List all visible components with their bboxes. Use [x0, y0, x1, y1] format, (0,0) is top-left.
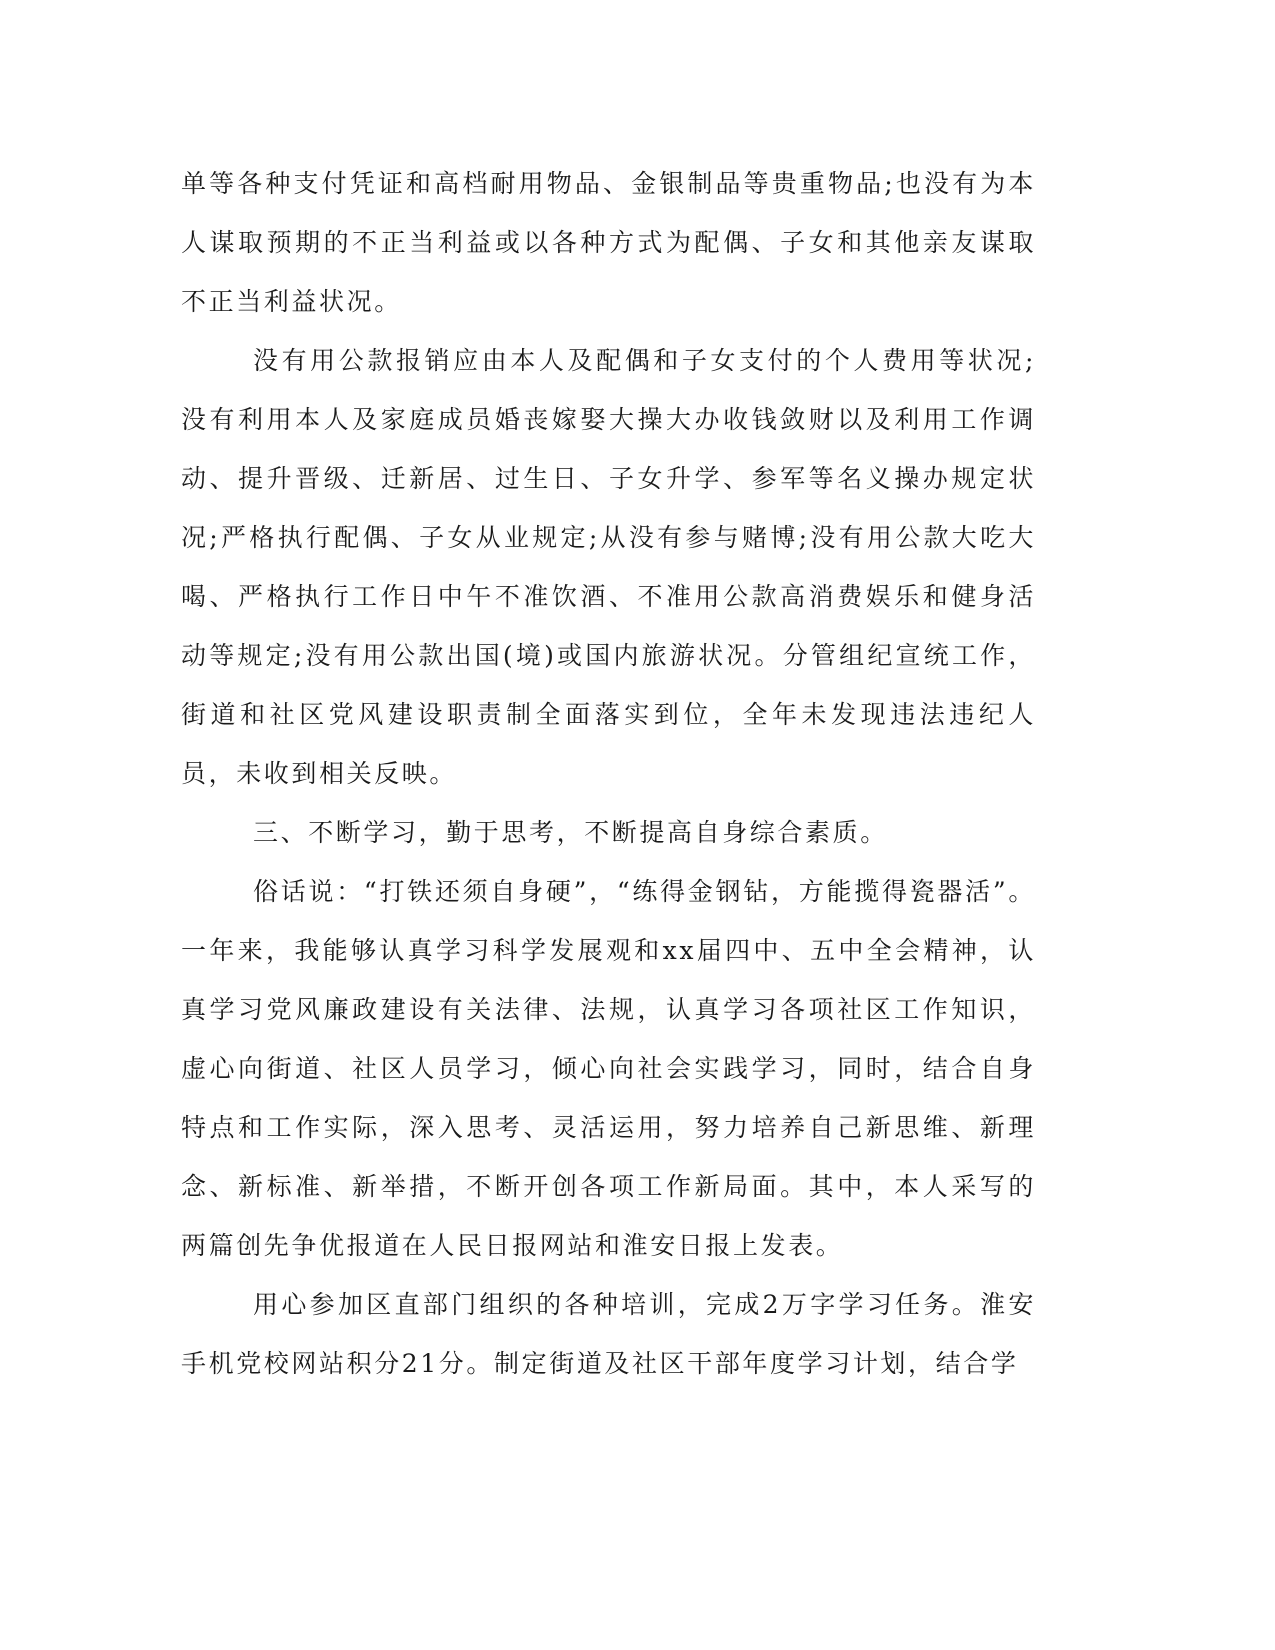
- paragraph-1: 单等各种支付凭证和高档耐用物品、金银制品等贵重物品;也没有为本人谋取预期的不正当利益或以各种方式为配偶、子女和其他亲友谋取不正当利益状况。: [181, 169, 1036, 316]
- document-body: [181, 154, 1036, 1393]
- section-heading-3: 三、不断学习，勤于思考，不断提高自身综合素质。: [253, 818, 888, 847]
- paragraph-2: 没有用公款报销应由本人及配偶和子女支付的个人费用等状况;没有利用本人及家庭成员婚丧嫁娶大操大办收钱敛财以及利用工作调动、提升晋级、迁新居、过生日、子女升学、参军等名义操办规定状况;严格执行配偶、子女从业规定;从没有参与赌博;没有用公款大吃大喝、严格执行工作日中午不准饮酒、不准用公款高消费娱乐和健身活动等规定;没有用公款出国(境)或国内旅游状况。分管组纪宣统工作，街道和社区党风建设职责制全面落实到位，全年未发现违法违纪人员，未收到相关反映。: [181, 346, 1036, 788]
- paragraph-4: 俗话说：“打铁还须自身硬”，“练得金钢钻，方能揽得瓷器活”。一年来，我能够认真学习科学发展观和xx届四中、五中全会精神，认真学习党风廉政建设有关法律、法规，认真学习各项社区工作知识，虚心向街道、社区人员学习，倾心向社会实践学习，同时，结合自身特点和工作实际，深入思考、灵活运用，努力培养自己新思维、新理念、新标准、新举措，不断开创各项工作新局面。其中，本人采写的两篇创先争优报道在人民日报网站和淮安日报上发表。: [181, 877, 1036, 1260]
- paragraph-5: 用心参加区直部门组织的各种培训，完成2万字学习任务。淮安手机党校网站积分21分。制定街道及社区干部年度学习计划，结合学: [181, 1290, 1036, 1378]
